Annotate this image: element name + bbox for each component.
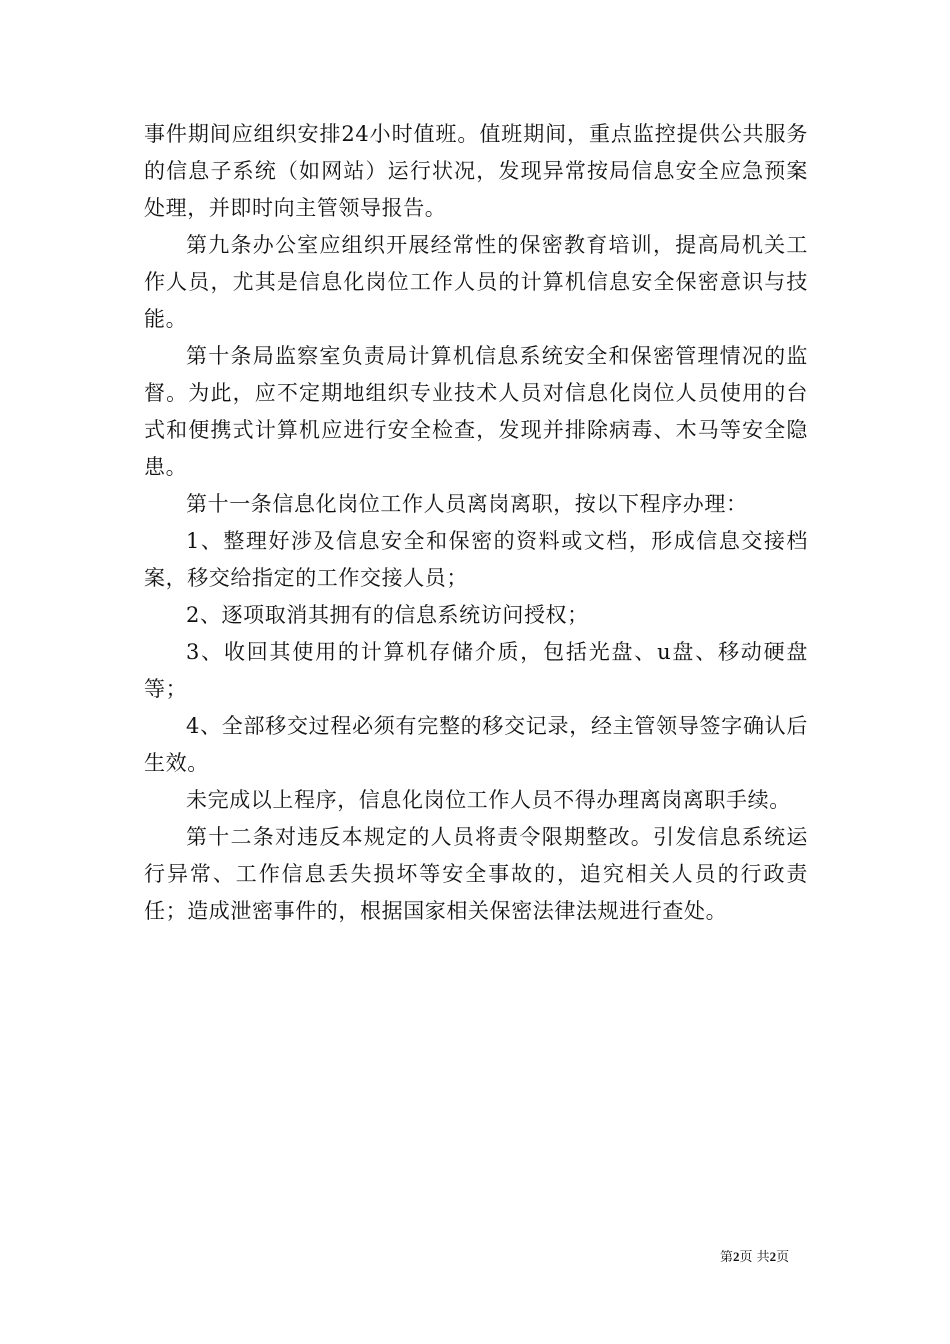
paragraph-procedure-note: 未完成以上程序，信息化岗位工作人员不得办理离岗离职手续。	[186, 788, 791, 812]
paragraph-article-10: 第十条局监察室负责局计算机信息系统安全和保密管理情况的监督。为此，应不定期地组织专业技术人员对信息化岗位人员使用的台式和便携式计算机应进行安全检查，发现并排除病毒、木马等安全隐患。	[144, 344, 808, 479]
document-body	[144, 116, 808, 930]
page-footer	[720, 1249, 840, 1266]
footer-middle: 页 共	[739, 1250, 770, 1265]
footer-total-pages: 2	[769, 1249, 777, 1264]
footer-prefix: 第	[720, 1250, 734, 1265]
footer-suffix: 页	[776, 1250, 790, 1265]
list-item-step-3: 3、收回其使用的计算机存储介质，包括光盘、u盘、移动硬盘等；	[144, 640, 808, 701]
paragraph-article-11: 第十一条信息化岗位工作人员离岗离职，按以下程序办理：	[186, 492, 748, 516]
list-item-step-1: 1、整理好涉及信息安全和保密的资料或文档，形成信息交接档案，移交给指定的工作交接人员；	[144, 529, 808, 590]
paragraph-article-12: 第十二条对违反本规定的人员将责令限期整改。引发信息系统运行异常、工作信息丢失损坏等安全事故的，追究相关人员的行政责任；造成泄密事件的，根据国家相关保密法律法规进行查处。	[144, 825, 808, 923]
list-item-step-2: 2、逐项取消其拥有的信息系统访问授权；	[186, 603, 589, 627]
list-item-step-4: 4、全部移交过程必须有完整的移交记录，经主管领导签字确认后生效。	[144, 714, 808, 775]
paragraph-continuation: 事件期间应组织安排24小时值班。值班期间，重点监控提供公共服务的信息子系统（如网站）运行状况，发现异常按局信息安全应急预案处理，并即时向主管领导报告。	[144, 122, 808, 220]
paragraph-article-9: 第九条办公室应组织开展经常性的保密教育培训，提高局机关工作人员，尤其是信息化岗位工作人员的计算机信息安全保密意识与技能。	[144, 233, 808, 331]
footer-current-page: 2	[733, 1249, 740, 1264]
